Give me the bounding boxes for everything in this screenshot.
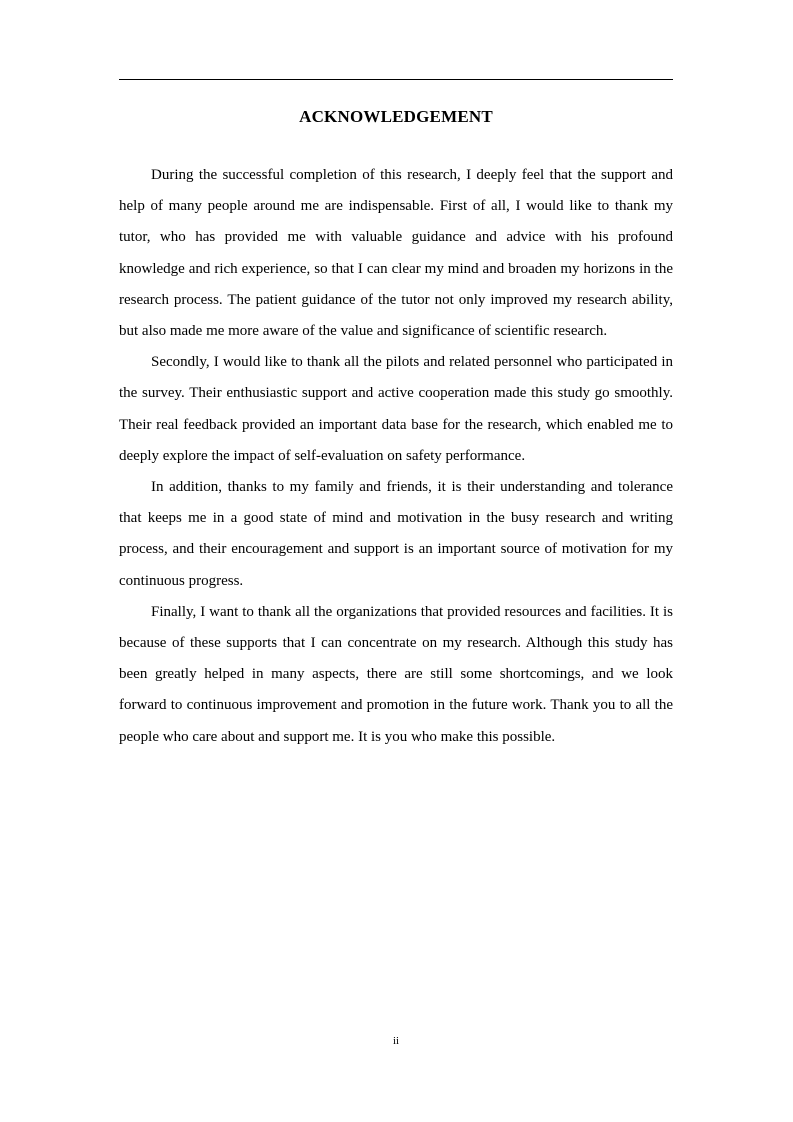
paragraph: Finally, I want to thank all the organizations that provided resources and facilities. It is because of these supports that I can concentrate on my research. Although this study has been greatly helped in many aspects, there are still some shortcomings, and we look forward to continuous improvement and promotion in the future work. Thank you to all the people who care about and support me. It is you who make this possible. xyxy=(119,603,673,745)
acknowledgement-body xyxy=(119,160,673,753)
page-title: ACKNOWLEDGEMENT xyxy=(299,107,493,126)
page-number: ii xyxy=(392,1035,400,1047)
paragraph: Secondly, I would like to thank all the pilots and related personnel who participated in the survey. Their enthusiastic support and active cooperation made this study go smoothly. Their real feedback provided an important data base for the research, which enabled me to deeply explore the impact of self-evaluation on safety performance. xyxy=(119,354,673,464)
paragraph: During the successful completion of this research, I deeply feel that the support and help of many people around me are indispensable. First of all, I would like to thank my tutor, who has provided me with valuable guidance and advice with his profound knowledge and rich experience, so that I can clear my mind and broaden my horizons in the research process. The patient guidance of the tutor not only improved my research ability, but also made me more aware of the value and significance of scientific research. xyxy=(119,167,673,340)
paragraph: In addition, thanks to my family and friends, it is their understanding and tolerance that keeps me in a good state of mind and motivation in the busy research and writing process, and their encouragement and support is an important source of motivation for my continuous progress. xyxy=(119,479,673,589)
header-rule xyxy=(119,79,673,80)
